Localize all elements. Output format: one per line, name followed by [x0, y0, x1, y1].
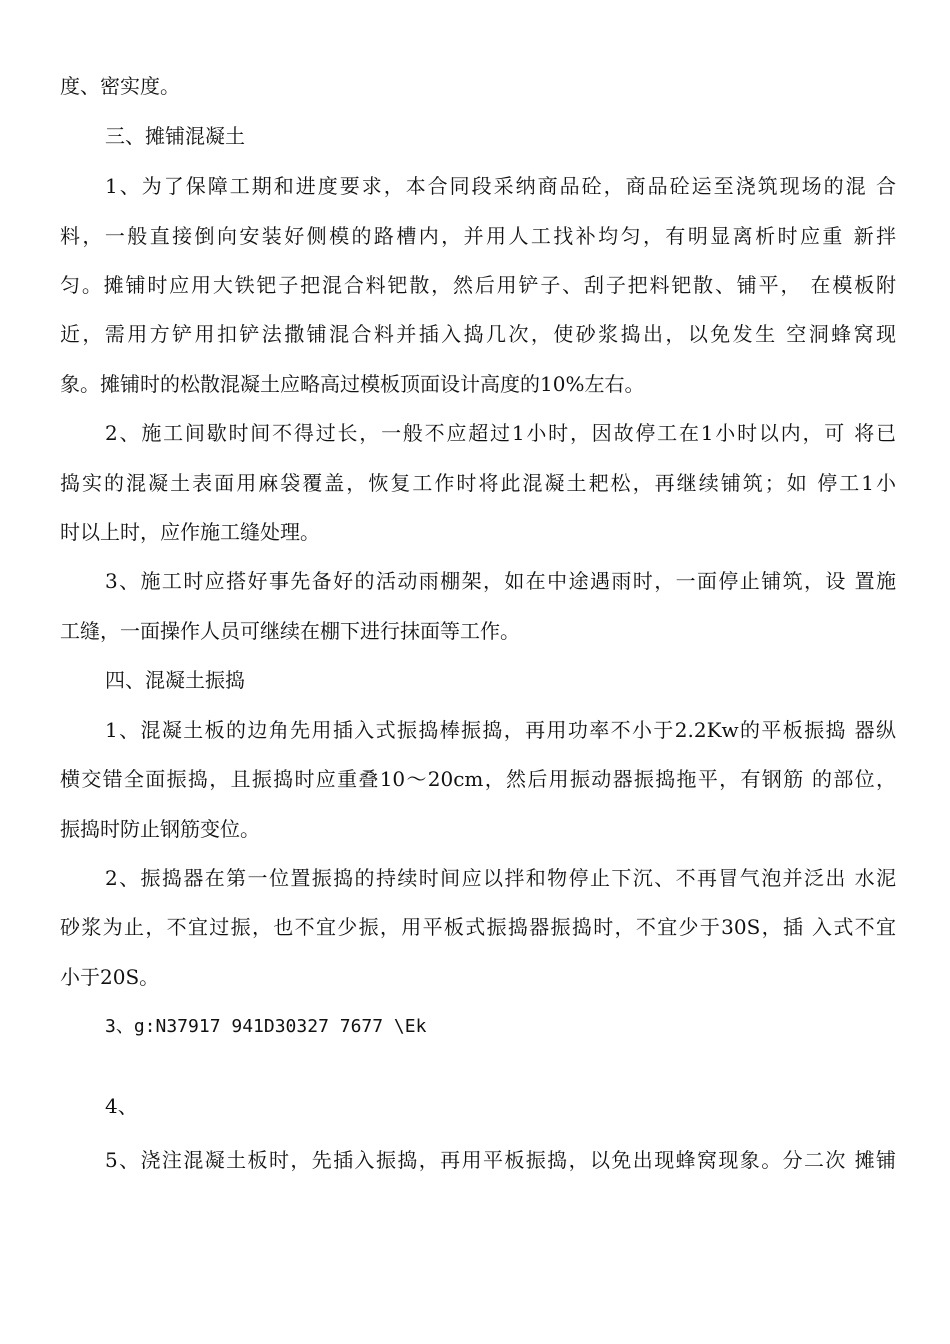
text-line: 度、密实度。	[60, 74, 180, 98]
text-line: 4、	[105, 1094, 138, 1118]
section-heading: 四、混凝土振捣	[105, 668, 245, 692]
text-line: 砂浆为止，不宜过振，也不宜少振，用平板式振捣器振捣时，不宜少于30S，插 入式不宜	[60, 915, 896, 939]
garbled-text-line: 3、g:N37917 941D30327 7677 \Ek	[105, 1016, 427, 1037]
text-line: 时以上时，应作施工缝处理。	[60, 520, 320, 544]
text-line: 捣实的混凝土表面用麻袋覆盖，恢复工作时将此混凝土耙松，再继续铺筑；如 停工1小	[60, 471, 896, 495]
text-line: 象。摊铺时的松散混凝土应略高过模板顶面设计高度的10%左右。	[60, 372, 645, 396]
text-line: 3、施工时应搭好事先备好的活动雨棚架，如在中途遇雨时，一面停止铺筑，设 置施	[105, 569, 896, 593]
section-heading: 三、摊铺混凝土	[105, 124, 245, 148]
text-line: 5、浇注混凝土板时，先插入振捣，再用平板振捣，以免出现蜂窝现象。分二次 摊铺	[105, 1148, 896, 1172]
text-line: 横交错全面振捣，且振捣时应重叠10〜20cm，然后用振动器振捣拖平，有钢筋 的部位，	[60, 767, 896, 791]
text-line: 2、振捣器在第一位置振捣的持续时间应以拌和物停止下沉、不再冒气泡并泛出 水泥	[105, 866, 896, 890]
text-line: 工缝，一面操作人员可继续在棚下进行抹面等工作。	[60, 619, 520, 643]
text-line: 1、为了保障工期和进度要求，本合同段采纳商品砼，商品砼运至浇筑现场的混 合	[105, 174, 896, 198]
text-line: 匀。摊铺时应用大铁钯子把混合料钯散，然后用铲子、刮子把料钯散、铺平， 在模板附	[60, 273, 896, 297]
text-line: 料，一般直接倒向安装好侧模的路槽内，并用人工找补均匀，有明显离析时应重 新拌	[60, 224, 896, 248]
text-line: 2、施工间歇时间不得过长，一般不应超过1小时，因故停工在1小时以内，可 将已	[105, 421, 896, 445]
text-line: 1、混凝土板的边角先用插入式振捣棒振捣，再用功率不小于2.2Kw的平板振捣 器纵	[105, 718, 896, 742]
text-line: 近，需用方铲用扣铲法撒铺混合料并插入捣几次，使砂浆捣出，以免发生 空洞蜂窝现	[60, 322, 896, 346]
text-line: 振捣时防止钢筋变位。	[60, 817, 260, 841]
text-line: 小于20S。	[60, 965, 160, 989]
